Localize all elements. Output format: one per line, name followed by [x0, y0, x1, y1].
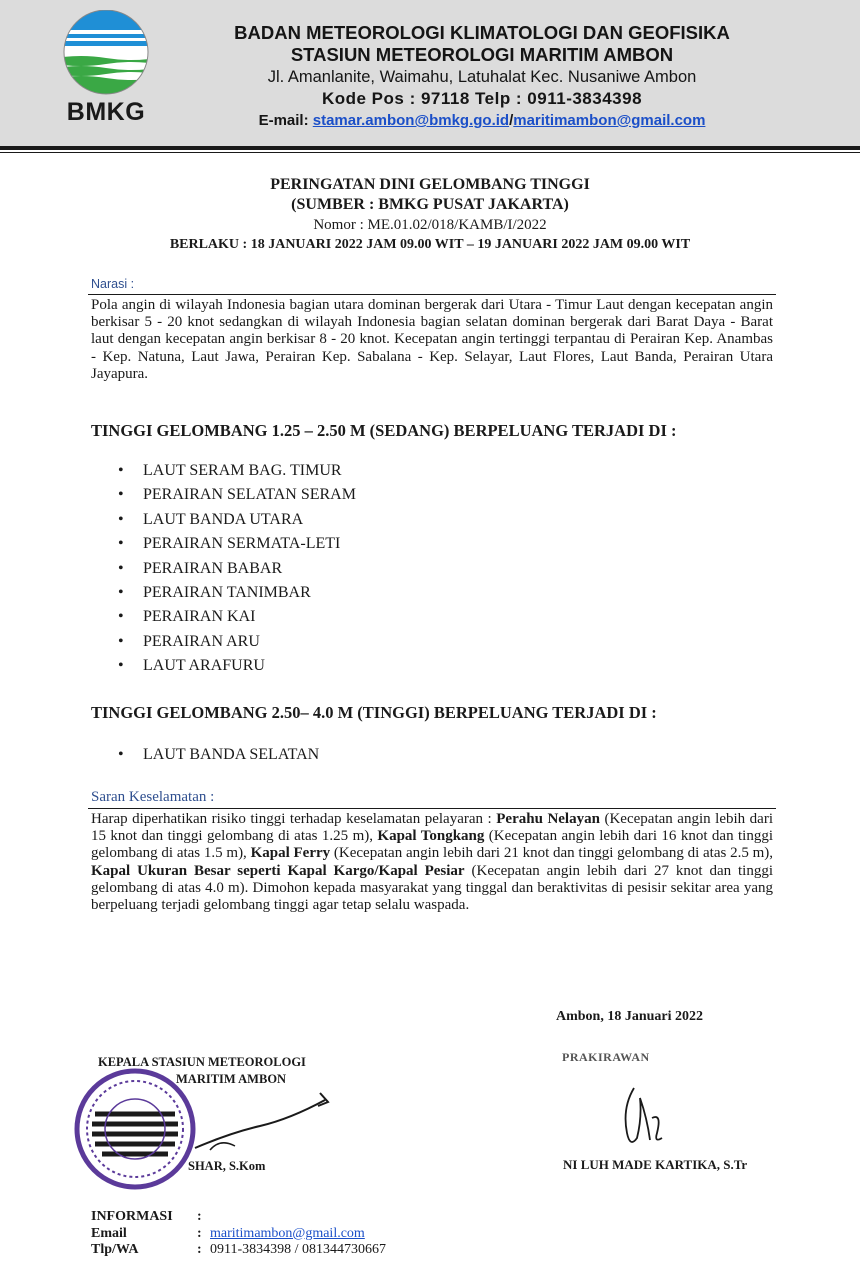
info-email-key: Email [91, 1225, 127, 1241]
list-item: • PERAIRAN BABAR [118, 557, 356, 581]
signing-date: Ambon, 18 Januari 2022 [556, 1009, 704, 1024]
info-phone-key: Tlp/WA [91, 1242, 139, 1257]
email-separator: / [509, 112, 514, 129]
list-item: • PERAIRAN KAI [118, 605, 356, 629]
vessel-kapal-besar: Kapal Ukuran Besar seperti Kapal Kargo/Kapal Pesiar [91, 862, 465, 879]
saran-text-part: (Kecepatan angin lebih dari 27 knot dan tinggi gelombang di atas 4.0 m). Dimohon kepada masyarakat yang tinggal dan beraktivitas di pesisir sekitar area yang berpeluang terjadi gelombang tinggi agar tetap selalu waspada. [91, 862, 773, 914]
list-item: • LAUT BANDA UTARA [118, 508, 356, 532]
saran-text-part: Harap diperhatikan risiko tinggi terhadap keselamatan pelayaran : [91, 811, 497, 827]
list-item: • PERAIRAN SELATAN SERAM [118, 483, 356, 507]
vessel-perahu-nelayan: Perahu Nelayan [496, 811, 600, 827]
info-colon: : [197, 1209, 202, 1224]
email-label: E-mail: [258, 112, 313, 129]
bmkg-logo [56, 10, 156, 128]
station-address: Jl. Amanlanite, Waimahu, Latuhalat Kec. Nusaniwe Ambon [267, 68, 697, 86]
list-item: • PERAIRAN ARU [118, 630, 356, 654]
tinggi-list [118, 743, 319, 767]
agency-name: BADAN METEOROLOGI KLIMATOLOGI DAN GEOFISIKA [234, 22, 730, 43]
saran-text-part: (Kecepatan angin lebih dari 15 knot dan tinggi gelombang di atas 1.25 m), [91, 811, 773, 845]
left-signer-name: SHAR, S.Kom [188, 1159, 266, 1173]
vessel-kapal-tongkang: Kapal Tongkang [377, 828, 485, 845]
list-item: • LAUT BANDA SELATAN [118, 743, 319, 767]
postal-phone: Kode Pos : 97118 Telp : 0911-3834398 [321, 89, 643, 108]
station-name: STASIUN METEOROLOGI MARITIM AMBON [290, 44, 674, 65]
narasi-label: Narasi : [91, 277, 135, 291]
tinggi-heading: TINGGI GELOMBANG 2.50– 4.0 M (TINGGI) BERPELUANG TERJADI DI : [91, 703, 657, 722]
letterhead [0, 0, 860, 146]
title-source: (SUMBER : BMKG PUSAT JAKARTA) [291, 196, 569, 213]
list-item: • PERAIRAN TANIMBAR [118, 581, 356, 605]
agency-info [170, 22, 794, 132]
document-number: Nomor : ME.01.02/018/KAMB/I/2022 [313, 217, 547, 233]
narasi-text: Pola angin di wilayah Indonesia bagian utara dominan bergerak dari Utara - Timur Laut dengan kecepatan angin berkisar 5 - 20 knot sedangkan di wilayah Indonesia bagian selatan dominan bergerak dari Barat Daya - Barat laut dengan kecepatan angin berkisar 8 - 20 knot. Kecepatan angin tertinggi terpantau di Perairan Kep. Anambas - Kep. Natuna, Laut Jawa, Perairan Kep. Sabalana - Kep. Selayar, Laut Flores, Laut Banda, Perairan Utara Jayapura. [91, 297, 773, 382]
info-colon: : [197, 1242, 202, 1257]
right-signer-title: PRAKIRAWAN [562, 1050, 650, 1064]
left-signer-title-line1: KEPALA STASIUN METEOROLOGI [98, 1055, 306, 1069]
saran-rule [88, 808, 776, 809]
list-item: • LAUT SERAM BAG. TIMUR [118, 459, 356, 483]
email-link-2[interactable]: maritimambon@gmail.com [513, 112, 706, 129]
list-item: • LAUT ARAFURU [118, 654, 356, 678]
official-stamp-icon [70, 1064, 200, 1194]
vessel-kapal-ferry: Kapal Ferry [250, 845, 331, 862]
sedang-list [118, 459, 356, 679]
info-phone-value: 0911-3834398 / 081344730667 [210, 1242, 387, 1257]
logo-text: BMKG [66, 98, 146, 126]
info-colon: : [197, 1225, 202, 1241]
document-title [0, 175, 860, 255]
sedang-heading: TINGGI GELOMBANG 1.25 – 2.50 M (SEDANG) BERPELUANG TERJADI DI : [91, 421, 677, 440]
list-item: • PERAIRAN SERMATA-LETI [118, 532, 356, 556]
saran-label: Saran Keselamatan : [91, 789, 215, 805]
email-line [170, 110, 794, 132]
narasi-rule [88, 294, 776, 295]
validity-period: BERLAKU : 18 JANUARI 2022 JAM 09.00 WIT – 19 JANUARI 2022 JAM 09.00 WIT [169, 237, 691, 252]
header-rule-thin [0, 152, 860, 153]
header-rule-thick [0, 146, 860, 150]
email-link-1[interactable]: stamar.ambon@bmkg.go.id [312, 112, 510, 129]
right-signer-name: NI LUH MADE KARTIKA, S.Tr [563, 1157, 748, 1172]
saran-text-part: (Kecepatan angin lebih dari 21 knot dan tinggi gelombang di atas 2.5 m), [330, 845, 773, 862]
info-heading: INFORMASI [91, 1209, 173, 1224]
title-main: PERINGATAN DINI GELOMBANG TINGGI [270, 176, 590, 193]
saran-text [91, 811, 773, 914]
left-signer-title-line2: MARITIM AMBON [176, 1072, 287, 1086]
bmkg-logo-icon [56, 10, 156, 100]
left-signature-icon [190, 1088, 340, 1158]
info-email-link[interactable]: maritimambon@gmail.com [210, 1225, 365, 1241]
saran-text-part: (Kecepatan angin lebih dari 16 knot dan tinggi gelombang di atas 1.5 m), [91, 828, 773, 862]
right-signature-icon [612, 1078, 672, 1158]
